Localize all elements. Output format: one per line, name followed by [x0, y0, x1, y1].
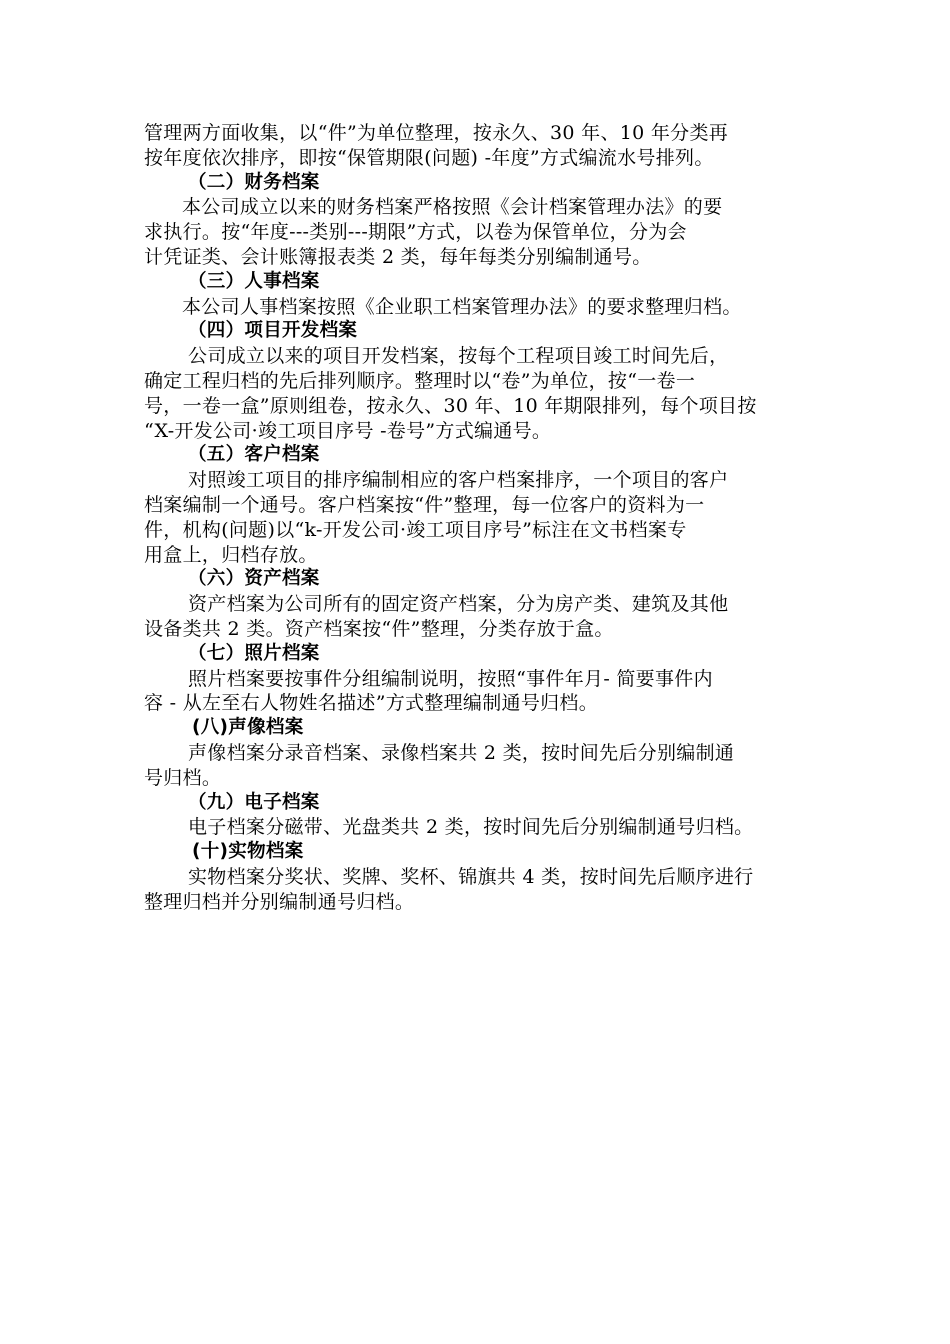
- paragraph-line: 照片档案要按事件分组编制说明，按照“事件年月- 简要事件内: [188, 667, 713, 690]
- paragraph-line: 计凭证类、会计账簿报表类 2 类，每年每类分别编制通号。: [144, 245, 652, 268]
- section-heading: （二）财务档案: [188, 171, 320, 193]
- section-heading: （六）资产档案: [188, 568, 320, 590]
- section-heading: （三）人事档案: [188, 270, 320, 292]
- section-heading: (八)声像档案: [192, 717, 304, 739]
- paragraph-line: 容 - 从左至右人物姓名描述”方式整理编制通号归档。: [144, 692, 599, 715]
- paragraph-line: 号归档。: [144, 766, 222, 789]
- paragraph-line: 确定工程归档的先后排列顺序。整理时以“卷”为单位，按“一卷一: [144, 369, 696, 392]
- paragraph-line: 用盒上，归档存放。: [144, 543, 318, 566]
- section-heading: （九）电子档案: [188, 791, 320, 813]
- paragraph-line: 管理两方面收集，以“件”为单位整理，按永久、30 年、10 年分类再: [144, 122, 729, 144]
- document-body: [144, 121, 824, 915]
- paragraph-line: 件，机构(问题)以“k-开发公司·竣工项目序号”标注在文书档案专: [144, 518, 687, 541]
- paragraph-line: “X-开发公司·竣工项目序号 -卷号”方式编通号。: [144, 419, 552, 442]
- paragraph-line: 本公司成立以来的财务档案严格按照《会计档案管理办法》的要: [182, 196, 723, 219]
- paragraph-line: 资产档案为公司所有的固定资产档案，分为房产类、建筑及其他: [188, 593, 729, 616]
- paragraph-line: 求执行。按“年度---类别---期限”方式，以卷为保管单位，分为会: [144, 221, 687, 244]
- paragraph-line: 公司成立以来的项目开发档案，按每个工程项目竣工时间先后，: [188, 345, 729, 368]
- paragraph-line: 电子档案分磁带、光盘类共 2 类，按时间先后分别编制通号归档。: [188, 816, 754, 839]
- paragraph-line: 对照竣工项目的排序编制相应的客户档案排序，一个项目的客户: [188, 469, 729, 492]
- paragraph-line: 实物档案分奖状、奖牌、奖杯、锦旗共 4 类，按时间先后顺序进行: [188, 865, 754, 888]
- paragraph-line: 档案编制一个通号。客户档案按“件”整理，每一位客户的资料为一: [144, 493, 705, 516]
- section-heading: （七）照片档案: [188, 642, 320, 664]
- paragraph-line: 本公司人事档案按照《企业职工档案管理办法》的要求整理归档。: [182, 295, 742, 318]
- paragraph-line: 号，一卷一盒”原则组卷，按永久、30 年、10 年期限排列，每个项目按: [144, 394, 757, 417]
- section-heading: （四）项目开发档案: [188, 320, 358, 342]
- section-heading: (十)实物档案: [192, 841, 304, 863]
- section-heading: （五）客户档案: [188, 444, 320, 466]
- paragraph-line: 按年度依次排序，即按“保管期限(问题) -年度”方式编流水号排列。: [144, 146, 714, 169]
- paragraph-line: 声像档案分录音档案、录像档案共 2 类，按时间先后分别编制通: [188, 741, 735, 764]
- paragraph-line: 设备类共 2 类。资产档案按“件”整理，分类存放于盒。: [144, 617, 614, 640]
- paragraph-line: 整理归档并分别编制通号归档。: [144, 890, 415, 913]
